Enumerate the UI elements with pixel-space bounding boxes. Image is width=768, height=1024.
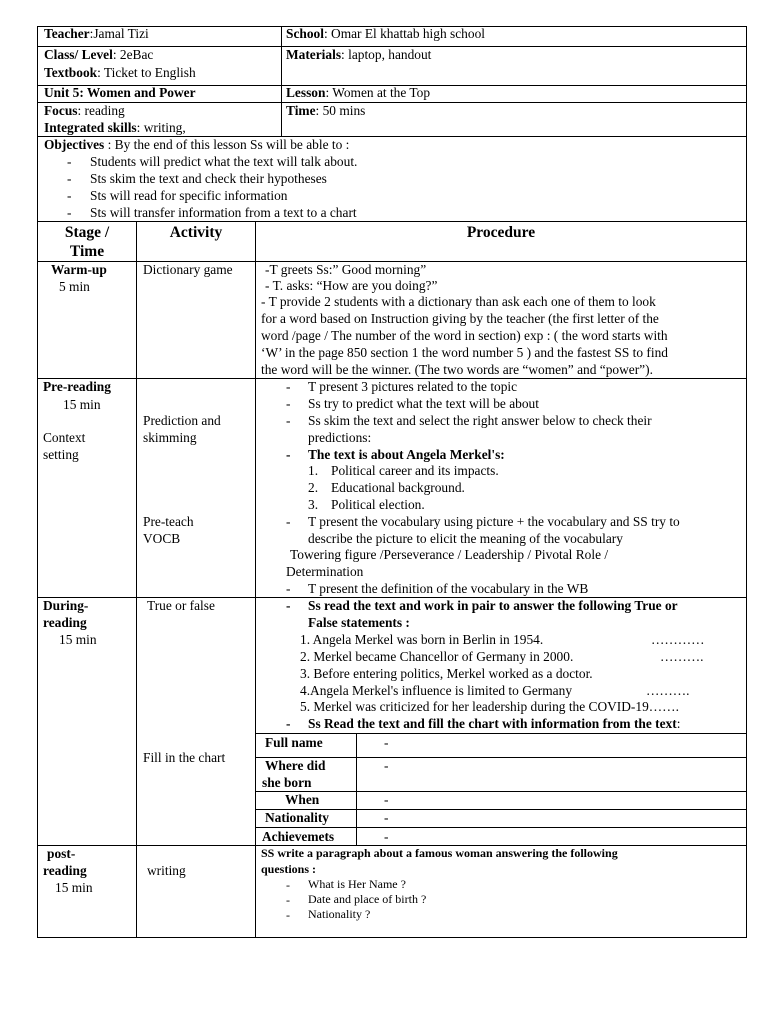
statement-blank: ……….: [646, 683, 690, 698]
writing-instruction-line1: SS write a paragraph about a famous woman answering the following: [261, 846, 618, 860]
procedure-line: Ss try to predict what the text will be about: [308, 396, 539, 411]
chart-value: -: [384, 792, 389, 807]
activity-header: Activity: [169, 224, 223, 241]
lesson-field: [286, 85, 430, 102]
chart-value: -: [384, 810, 389, 825]
procedure-line: The text is about Angela Merkel's:: [308, 447, 505, 462]
question-item: Nationality ?: [308, 907, 371, 921]
chart-instruction-text: Ss Read the text and fill the chart with information from the text: [308, 716, 677, 731]
focus-value: : reading: [77, 103, 125, 118]
dash-bullet: -: [286, 716, 291, 731]
post-time: 15 min: [55, 880, 93, 895]
chart-label-full-name: Full name: [265, 735, 323, 750]
statement-item: 1. Angela Merkel was born in Berlin in 1954.: [300, 632, 544, 647]
option-item: Political election.: [331, 497, 425, 512]
time-label: Time: [286, 103, 316, 118]
warmup-activity: Dictionary game: [143, 262, 233, 277]
statement-blank: …………: [651, 632, 705, 647]
unit-title: Unit 5: Women and Power: [44, 85, 196, 100]
option-number: 3.: [308, 497, 319, 512]
dash-bullet: -: [286, 396, 291, 411]
preteach-activity-line2: VOCB: [143, 531, 181, 546]
procedure-line: ‘W’ in the page 850 section 1 the word number 5 ) and the fastest SS to find: [261, 345, 668, 360]
time-field: [286, 103, 365, 120]
dash-bullet: -: [67, 154, 72, 169]
option-item: Political career and its impacts.: [331, 463, 499, 478]
chart-value: -: [384, 735, 389, 750]
option-item: Educational background.: [331, 480, 465, 495]
statement-item: 5. Merkel was criticized for her leadership during the COVID-19…….: [300, 699, 679, 714]
stage-header-line1: Stage /: [64, 224, 110, 241]
procedure-line: - T. asks: “How are you doing?”: [265, 278, 438, 293]
stage-header-line2: Time: [69, 243, 105, 260]
prediction-activity-line2: skimming: [143, 430, 197, 445]
procedure-line: - T provide 2 students with a dictionary than ask each one of them to look: [261, 294, 656, 309]
lesson-label: Lesson: [286, 85, 326, 100]
procedure-line: False statements :: [308, 615, 410, 630]
materials-field: [286, 47, 431, 64]
integrated-label: Integrated skills: [44, 120, 137, 135]
dash-bullet: -: [286, 598, 291, 613]
dash-bullet: -: [67, 188, 72, 203]
statement-item: 2. Merkel became Chancellor of Germany in 2000.: [300, 649, 574, 664]
writing-activity: writing: [147, 863, 186, 878]
objective-item: Students will predict what the text will talk about.: [90, 154, 358, 169]
textbook-value: : Ticket to English: [97, 65, 196, 80]
focus-label: Focus: [44, 103, 78, 118]
dash-bullet: -: [286, 581, 291, 596]
chart-instruction: [308, 716, 680, 733]
procedure-line: Ss skim the text and select the right answer below to check their: [308, 413, 652, 428]
procedure-line: Ss read the text and work in pair to answer the following True or: [308, 598, 678, 613]
procedure-line: T present 3 pictures related to the topic: [308, 379, 518, 394]
procedure-line: T present the definition of the vocabulary in the WB: [308, 581, 589, 596]
dash-bullet: -: [286, 878, 290, 892]
vocab-line: Determination: [286, 564, 364, 579]
procedure-line: predictions:: [308, 430, 372, 445]
dash-bullet: -: [286, 447, 291, 462]
stage-time-header: [38, 223, 136, 261]
question-item: What is Her Name ?: [308, 877, 406, 891]
teacher-value: :Jamal Tizi: [89, 26, 149, 41]
prediction-activity-line1: Prediction and: [143, 413, 221, 428]
time-value: : 50 mins: [315, 103, 366, 118]
class-label: Class/ Level: [44, 47, 113, 62]
dash-bullet: -: [67, 205, 72, 220]
integrated-field: [44, 120, 186, 137]
post-stage-line1: post-: [47, 846, 76, 861]
focus-field: [44, 103, 125, 120]
during-stage-line1: During-: [43, 598, 89, 613]
objective-item: Sts skim the text and check their hypotheses: [90, 171, 327, 186]
vocab-line: Towering figure /Perseverance / Leadership / Pivotal Role /: [290, 547, 609, 562]
warmup-stage: Warm-up: [51, 262, 107, 277]
chart-instruction-colon: :: [676, 716, 681, 731]
true-false-activity: True or false: [147, 598, 215, 613]
chart-value: -: [384, 758, 389, 773]
statement-item: 3. Before entering politics, Merkel worked as a doctor.: [300, 666, 593, 681]
dash-bullet: -: [286, 413, 291, 428]
teacher-label: Teacher: [44, 26, 90, 41]
procedure-line: for a word based on Instruction giving by the teacher (the first letter of the: [261, 311, 659, 326]
procedure-line: T present the vocabulary using picture + the vocabulary and SS try to: [308, 514, 680, 529]
dash-bullet: -: [286, 893, 290, 907]
objectives-heading: [44, 137, 349, 154]
chart-label-where-line2: she born: [262, 775, 312, 790]
post-stage-line2: reading: [43, 863, 87, 878]
objectives-label: Objectives: [44, 137, 105, 152]
prereading-stage: Pre-reading: [43, 379, 111, 394]
chart-value: -: [384, 829, 389, 844]
dash-bullet: -: [286, 379, 291, 394]
warmup-time: 5 min: [59, 279, 90, 294]
preteach-activity-line1: Pre-teach: [143, 514, 194, 529]
objectives-intro: : By the end of this lesson Ss will be able to :: [104, 137, 350, 152]
dash-bullet: -: [286, 908, 290, 922]
chart-label-when: When: [285, 792, 320, 807]
class-field: [44, 47, 153, 64]
materials-label: Materials: [286, 47, 342, 62]
statement-blank: ……….: [660, 649, 704, 664]
integrated-value: : writing,: [136, 120, 186, 135]
context-line2: setting: [43, 447, 79, 462]
chart-label-achievements: Achievemets: [262, 829, 335, 844]
school-value: : Omar El khattab high school: [323, 26, 485, 41]
textbook-label: Textbook: [44, 65, 98, 80]
context-line1: Context: [43, 430, 86, 445]
school-label: School: [286, 26, 324, 41]
option-number: 2.: [308, 480, 319, 495]
lesson-value: : Women at the Top: [325, 85, 431, 100]
fill-chart-activity: Fill in the chart: [143, 750, 226, 765]
teacher-field: [44, 26, 149, 43]
dash-bullet: -: [286, 514, 291, 529]
during-time: 15 min: [59, 632, 97, 647]
dash-bullet: -: [67, 171, 72, 186]
during-stage-line2: reading: [43, 615, 87, 630]
chart-label-where-line1: Where did: [265, 758, 326, 773]
question-item: Date and place of birth ?: [308, 892, 427, 906]
writing-instruction-line2: questions :: [261, 862, 317, 876]
procedure-header: Procedure: [466, 224, 536, 241]
prereading-time: 15 min: [63, 397, 101, 412]
procedure-line: describe the picture to elicit the meaning of the vocabulary: [308, 531, 623, 546]
textbook-field: [44, 65, 196, 82]
objective-item: Sts will transfer information from a text to a chart: [90, 205, 357, 220]
materials-value: : laptop, handout: [341, 47, 432, 62]
option-number: 1.: [308, 463, 319, 478]
objective-item: Sts will read for specific information: [90, 188, 288, 203]
chart-label-nationality: Nationality: [265, 810, 329, 825]
procedure-line: the word will be the winner. (The two words are “women” and “power”).: [261, 362, 653, 377]
school-field: [286, 26, 485, 43]
procedure-line: word /page / The number of the word in section) exp : ( the word starts with: [261, 328, 668, 343]
class-value: : 2eBac: [112, 47, 154, 62]
procedure-line: -T greets Ss:” Good morning”: [265, 262, 427, 277]
statement-item: 4.Angela Merkel's influence is limited to Germany: [300, 683, 573, 698]
